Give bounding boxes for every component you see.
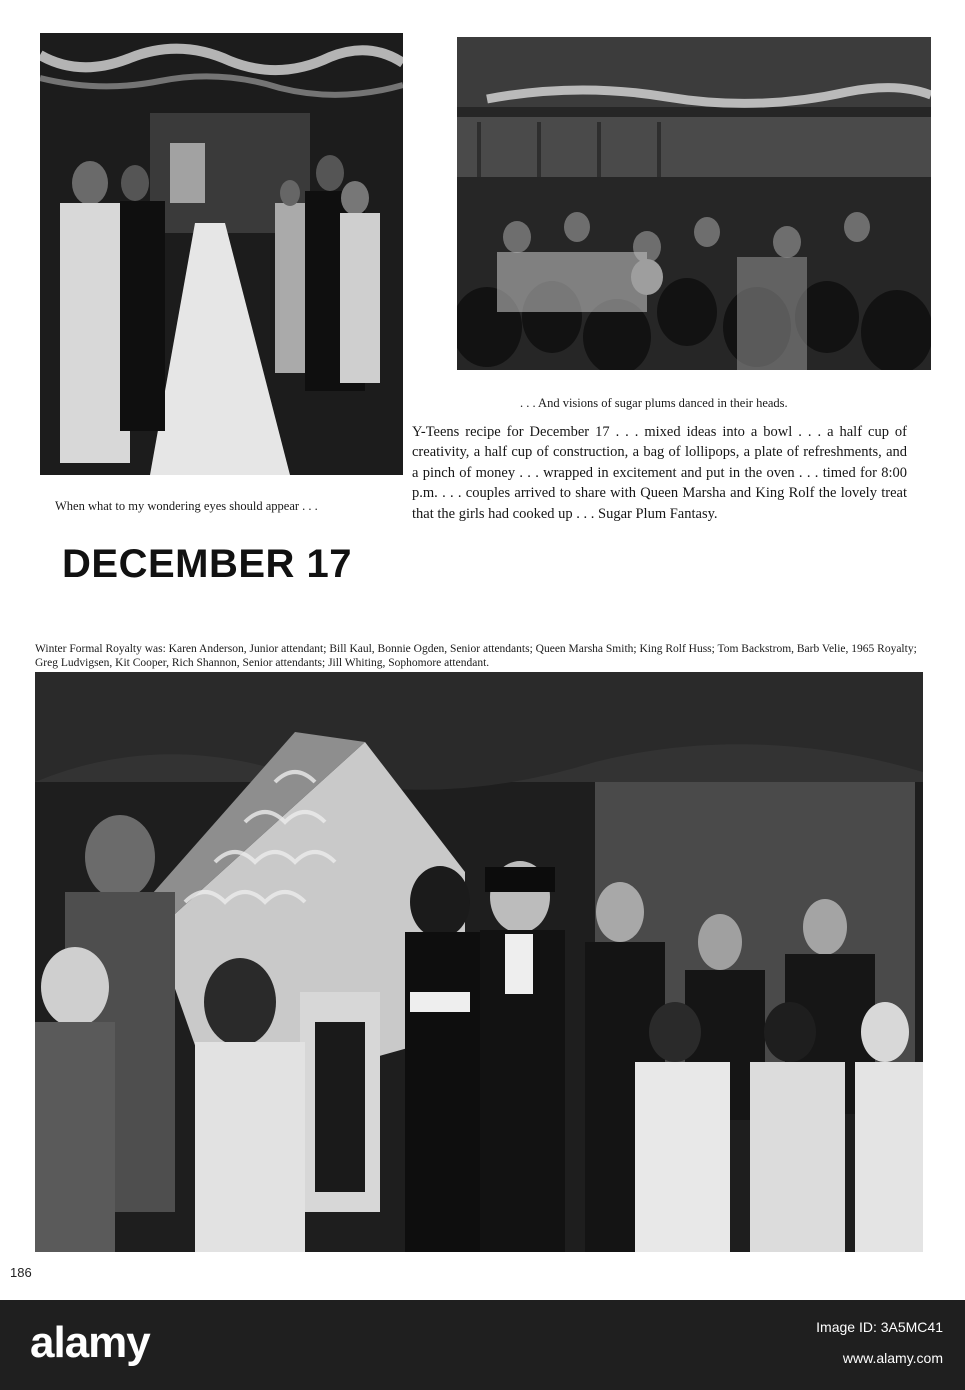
photo-dance-illustration: [457, 37, 931, 370]
recipe-paragraph: Y-Teens recipe for December 17 . . . mixed ideas into a bowl . . . a half cup of creativity, a half cup of construction, a bag of lollipops, a plate of refreshments, and a pinch of money . . . wrapped in excitement and put in the oven . . . timed for 8:00 p.m. . . . couples arrived to share with Queen Marsha and King Rolf the lovely treat that the girls had cooked up . . . Sugar Plum Fantasy.: [412, 423, 907, 522]
photo-aisle-procession: [40, 33, 403, 475]
photo-royalty-illustration: [35, 672, 923, 1252]
watermark-url: www.alamy.com: [842, 1350, 943, 1366]
royalty-caption: Winter Formal Royalty was: Karen Anderson, Junior attendant; Bill Kaul, Bonnie Ogden, Senior attendants; Queen Marsha Smith; King Rolf Huss; Tom Backstrom, Barb Velie, 1965 Royalty; Greg Ludvigsen, Kit Cooper, Rich Shannon, Senior attendants; Jill Whiting, Sophomore attendant.: [35, 642, 917, 669]
image-id-label: Image ID: 3A5MC41: [816, 1319, 943, 1335]
photo-dance-floor: [457, 37, 931, 370]
caption-dance: . . . And visions of sugar plums danced in their heads.: [520, 395, 788, 410]
photo-winter-formal-royalty: [35, 672, 923, 1252]
stock-watermark-banner: [0, 1300, 965, 1390]
page-headline: DECEMBER 17: [62, 542, 353, 586]
page-number: 186: [10, 1265, 32, 1280]
photo-aisle-illustration: [40, 33, 403, 475]
caption-aisle: When what to my wondering eyes should appear . . .: [55, 498, 318, 513]
alamy-logo: alamy: [30, 1318, 150, 1367]
